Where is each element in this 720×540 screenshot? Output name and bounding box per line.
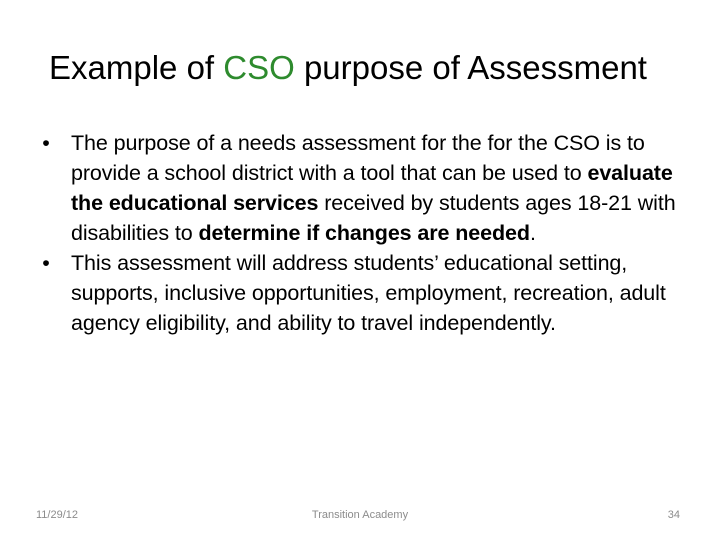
bullet-list	[36, 128, 686, 338]
footer-date: 11/29/12	[36, 509, 79, 521]
bullet-text-part: The purpose of a needs assessment for the for the CSO is to provide a school district with a tool that can be used to	[71, 131, 645, 185]
bullet-marker: •	[42, 131, 50, 155]
bullet-text-part: received by students ages 18-21 with disabilities to	[71, 191, 676, 245]
bullet-marker: •	[42, 251, 50, 275]
title-accent: CSO	[223, 49, 295, 86]
bullet-bold-text: evaluate the educational services	[71, 161, 673, 215]
bullet-bold-text: determine if changes are needed	[198, 221, 530, 245]
footer-title: Transition Academy	[311, 509, 409, 521]
bullet-text-part: This assessment will address students’ educational setting, supports, inclusive opportunities, employment, recreation, adult agency eligibility, and ability to travel independently.	[71, 251, 666, 335]
bullet-item	[36, 248, 686, 338]
title-prefix: Example of	[49, 49, 224, 86]
slide-number: 34	[667, 509, 680, 521]
title-suffix: purpose of Assessment	[294, 49, 647, 86]
bullet-text-part: .	[529, 221, 536, 245]
slide-title	[0, 44, 696, 92]
bullet-item	[36, 128, 686, 248]
